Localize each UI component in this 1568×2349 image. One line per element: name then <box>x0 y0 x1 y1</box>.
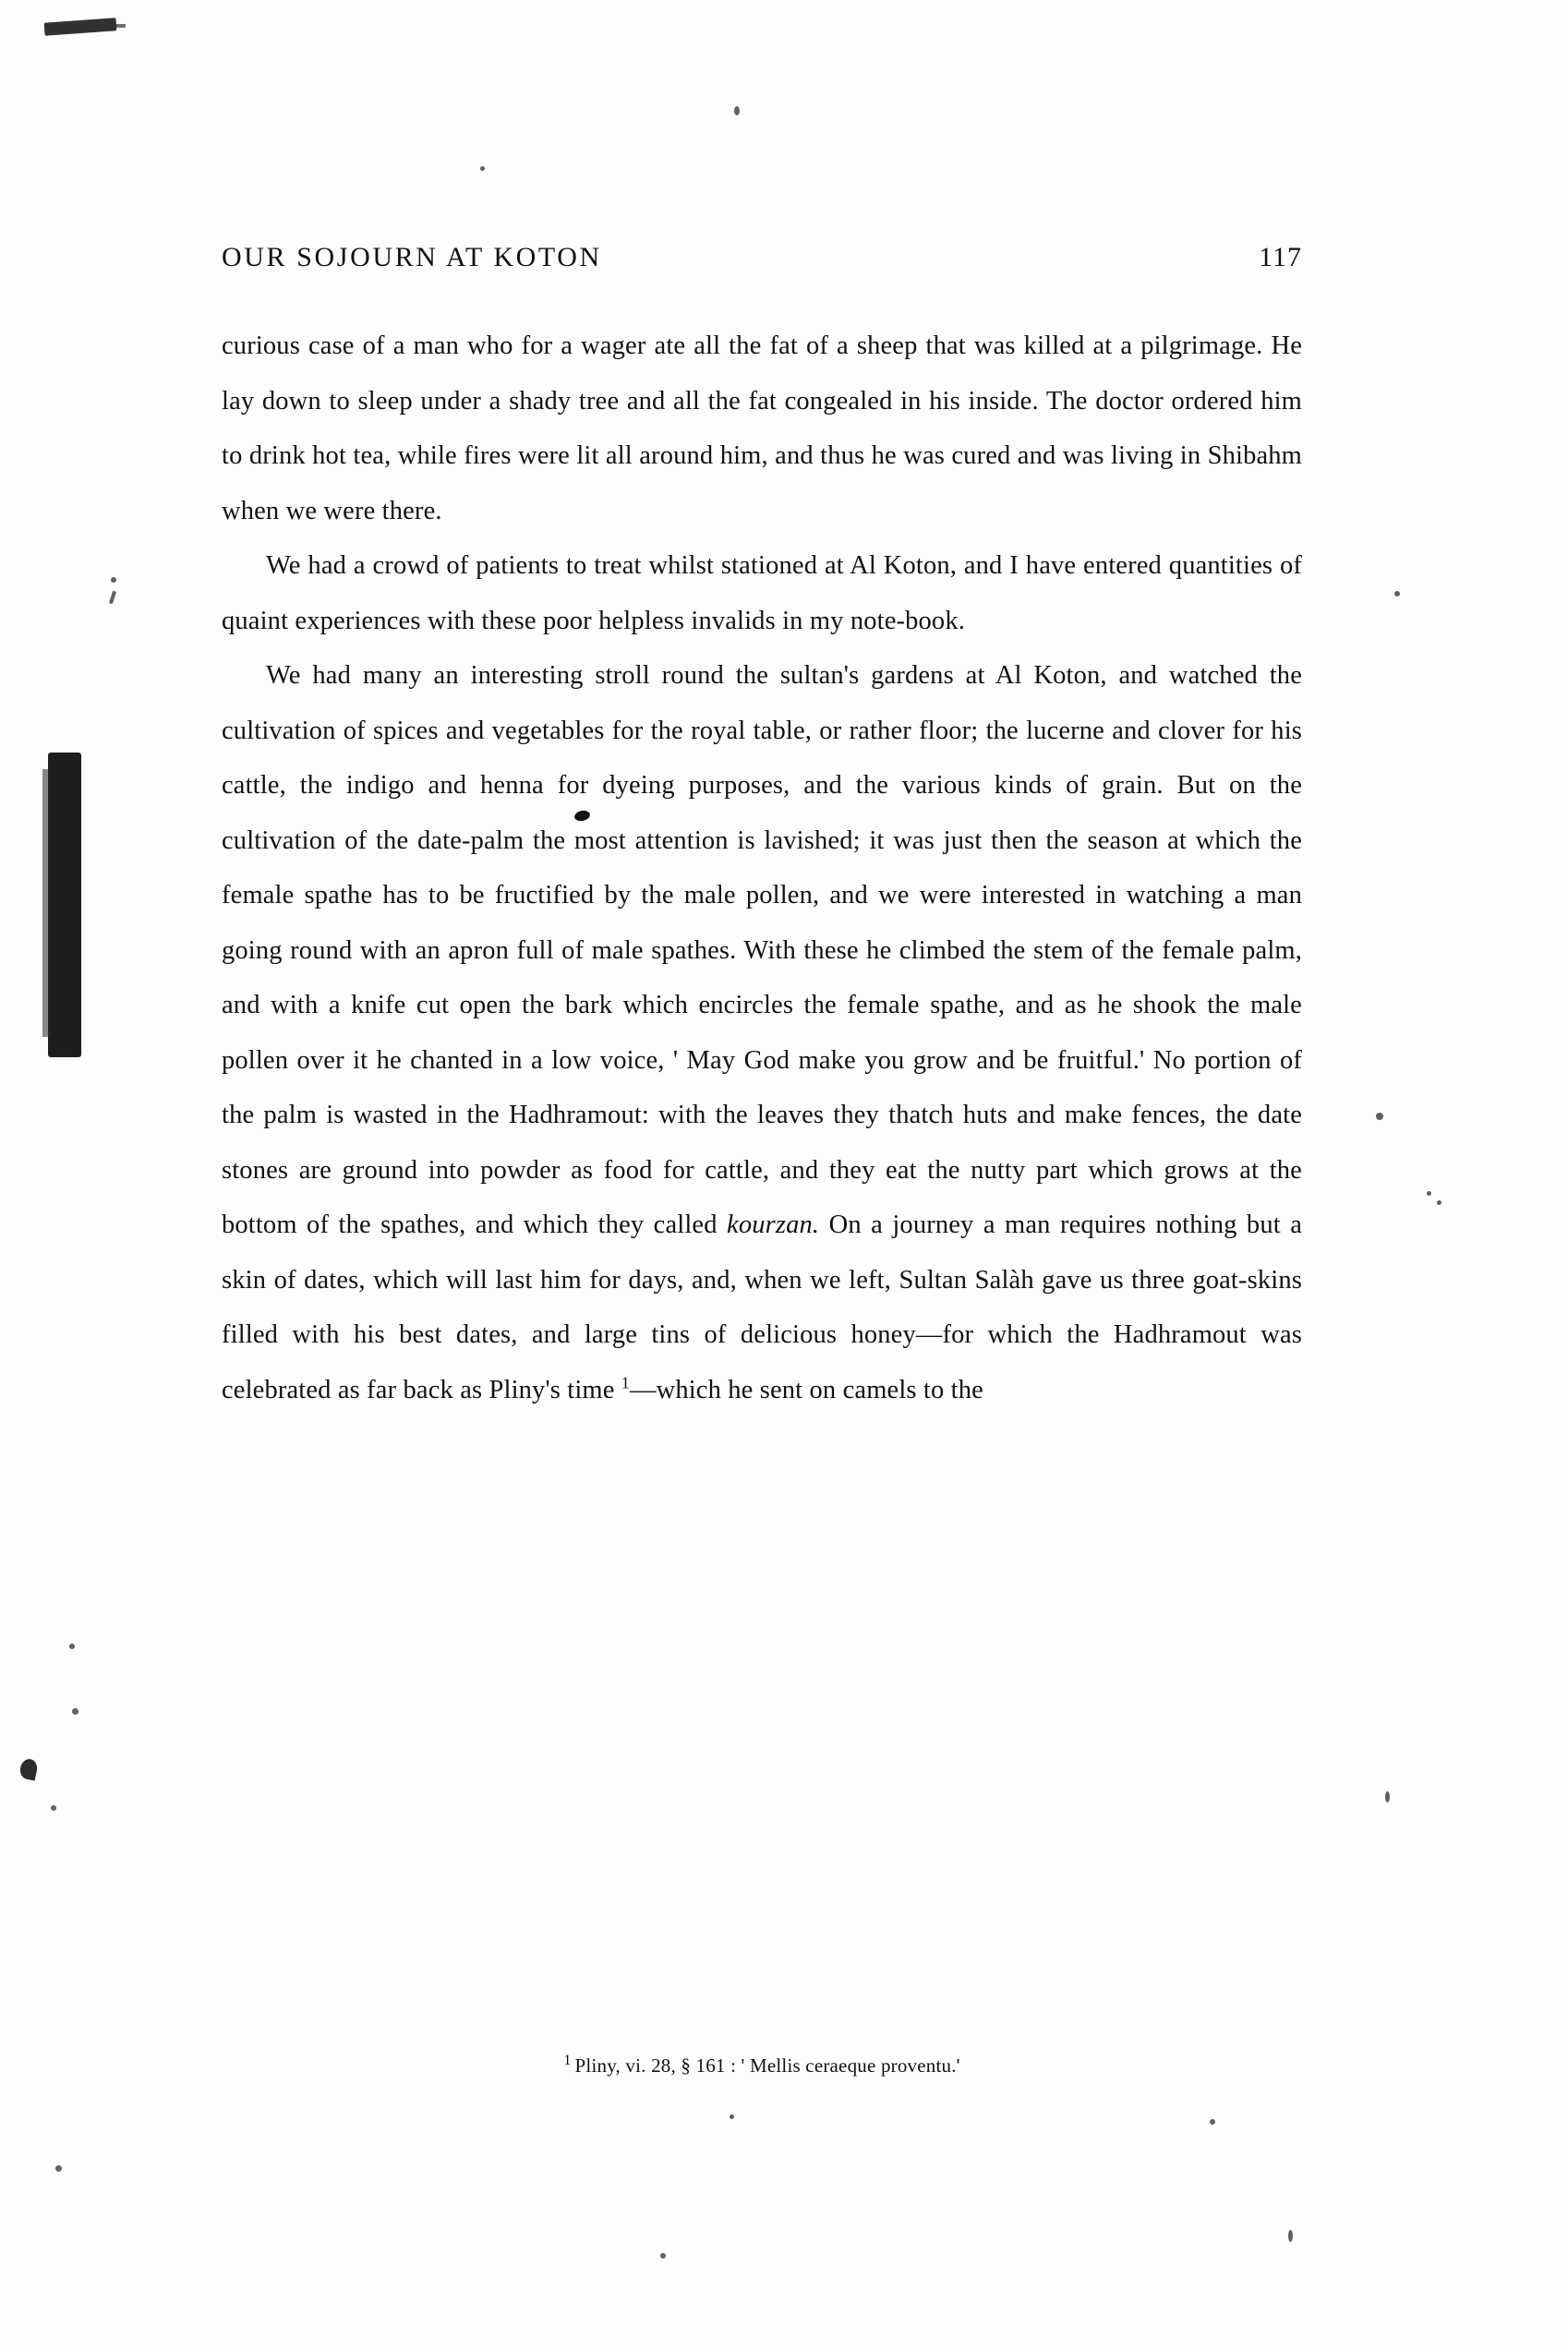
speck-icon <box>1376 1113 1383 1120</box>
footnote-marker: 1 <box>563 2053 572 2068</box>
foreign-term-kourzan: kourzan. <box>727 1211 820 1239</box>
scan-smudge-icon <box>44 18 117 35</box>
speck-icon <box>109 591 116 605</box>
speck-icon <box>51 1805 56 1811</box>
paragraph-3-part-1: We had many an interesting stroll round the sultan's gardens at Al Koton, and watched the cultivation of spices and vegetables for the royal table, or rather floor; the lucerne and clover for his cattle, the indigo and henna for dyeing purposes, and the various kinds of grain. But on the cultivation of the date-palm the most attention is lavished; it was just then the season at which the female spathe has to be fructified by the male pollen, and we were interested in watching a man going round with an apron full of male spathes. With these he climbed the stem of the female palm, and with a knife cut open the bark which encircles the female spathe, and as he shook the male pollen over it he chanted in a low voice, ' May God make you grow and be fruitful.' No portion of the palm is wasted in the Hadhramout: with the leaves they thatch huts and make fences, the date stones are ground into powder as food for cattle, and they eat the nutty part which grows at the bottom of the spathes, and which they called <box>222 661 1302 1239</box>
page-title: OUR SOJOURN AT KOTON <box>222 242 602 272</box>
body-text <box>222 319 1302 1417</box>
scan-ink-mark-icon <box>18 1757 39 1780</box>
speck-icon <box>730 2114 734 2119</box>
scan-smudge-icon <box>111 24 126 28</box>
speck-icon <box>69 1644 75 1649</box>
scan-ink-bar-icon <box>48 753 81 1057</box>
speck-icon <box>480 166 485 171</box>
speck-icon <box>1385 1791 1390 1802</box>
speck-icon <box>1288 2230 1293 2242</box>
paragraph-3-part-2: On a journey a man requires nothing but a skin of dates, which will last him for days, and, when we left, Sultan Salàh gave us three goat-skins filled with his best dates, and large tins of delicious honey—for which the Hadhramout was celebrated as far back as Pliny's time <box>222 1211 1302 1404</box>
page-number: 117 <box>1259 242 1302 272</box>
speck-icon <box>734 106 740 115</box>
footnote-reference: 1 <box>621 1373 630 1391</box>
speck-icon <box>1427 1191 1431 1196</box>
speck-icon <box>72 1708 78 1715</box>
speck-icon <box>1394 591 1400 596</box>
paragraph-3 <box>222 648 1302 1417</box>
speck-icon <box>1437 1200 1441 1205</box>
running-head <box>222 242 1302 273</box>
footnote-text: Pliny, vi. 28, § 161 : ' Mellis ceraeque proventu.' <box>574 2054 960 2077</box>
speck-icon <box>1210 2119 1215 2125</box>
footnote <box>222 2054 1302 2078</box>
paragraph-2: We had a crowd of patients to treat whilst stationed at Al Koton, and I have entered quantities of quaint experiences with these poor helpless invalids in my note-book. <box>222 551 1302 635</box>
paragraph-3-part-3: —which he sent on camels to the <box>629 1375 983 1404</box>
speck-icon <box>111 577 116 583</box>
speck-icon <box>660 2253 666 2259</box>
paragraph-1: curious case of a man who for a wager ate all the fat of a sheep that was killed at a pilgrimage. He lay down to sleep under a shady tree and all the fat congealed in his inside. The doctor ordered him to drink hot tea, while fires were lit all around him, and thus he was cured and was living in Shibahm when we were there. <box>222 331 1302 525</box>
speck-icon <box>55 2165 62 2172</box>
